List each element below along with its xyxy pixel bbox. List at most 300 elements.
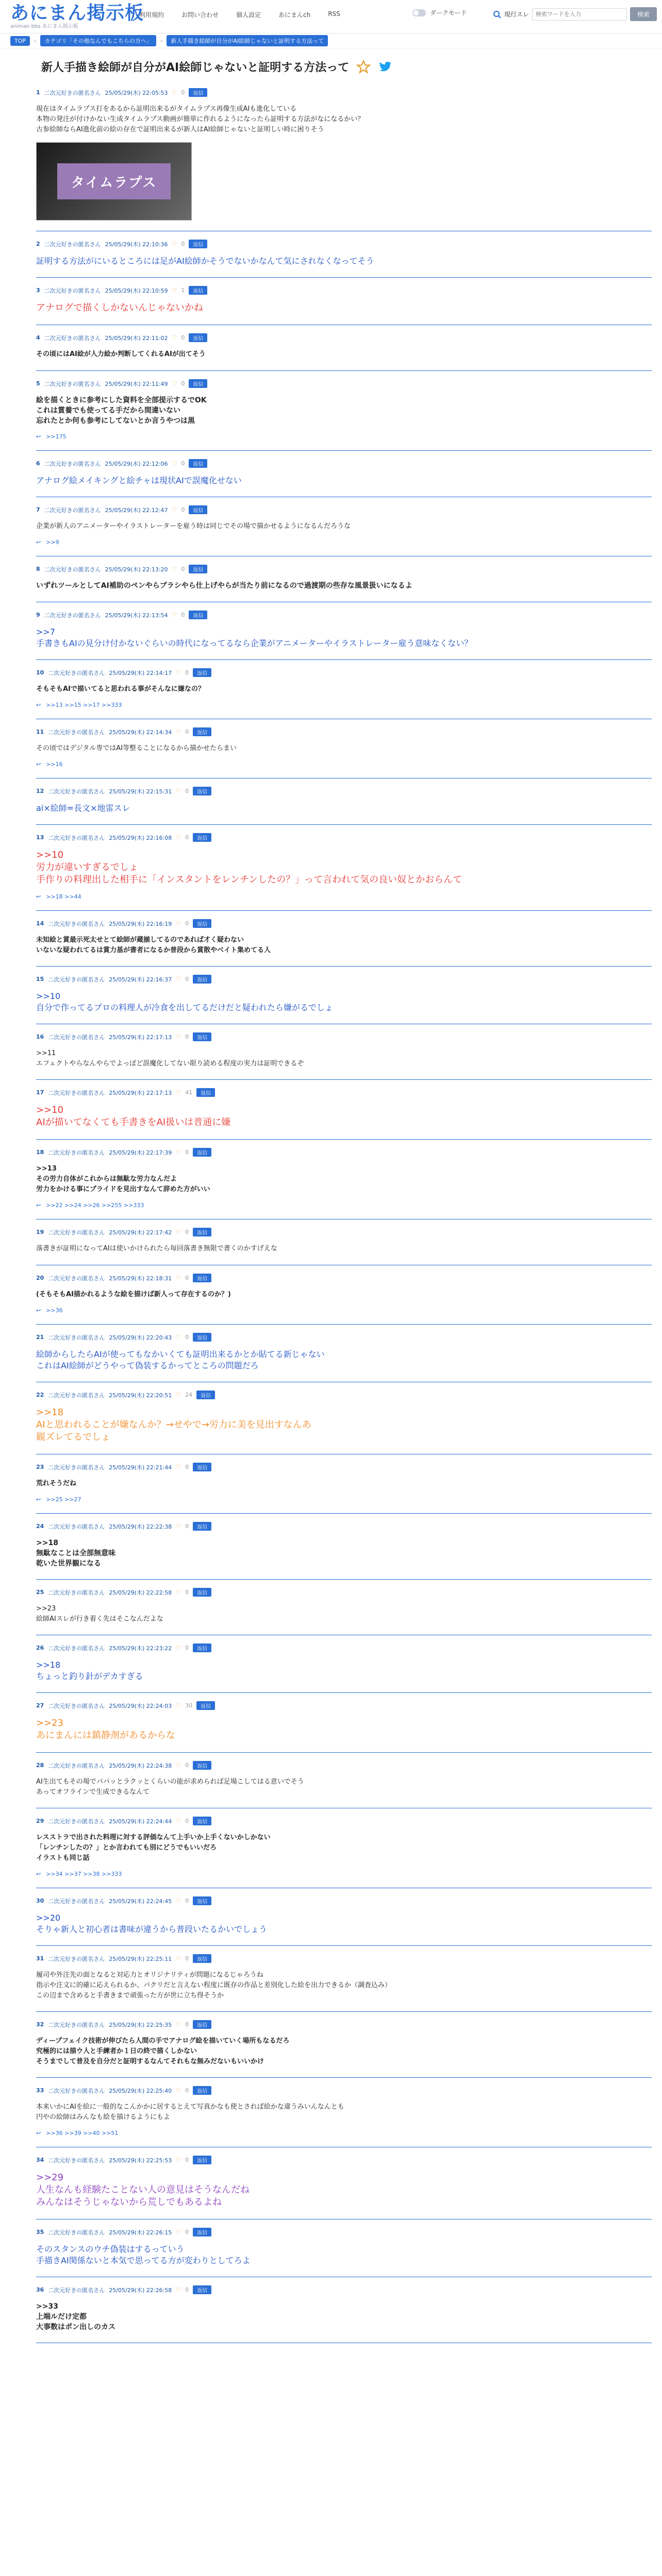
heart-icon[interactable]: ♡ [176, 1897, 181, 1904]
breadcrumb-separator: › [34, 37, 37, 44]
reply-anchors[interactable]: >>9 [46, 539, 59, 546]
post [36, 231, 652, 278]
reply-links [36, 1202, 652, 1209]
post-number[interactable]: 17 [36, 1089, 44, 1096]
heart-icon[interactable]: ♡ [172, 380, 177, 387]
reply-button[interactable]: 返信 [189, 286, 207, 295]
like-count: 30 [185, 1702, 193, 1709]
reply-button[interactable]: 返信 [193, 1148, 211, 1157]
post-body: >>18 AIと思われることが嫌なんか？→せやで→労力に美を見出すなんあ 観ズレてるでしょ [36, 1407, 311, 1443]
post-date: 25/05/29(木) 22:17:39 [109, 1149, 172, 1156]
site-header [0, 0, 662, 33]
post-meta [36, 1701, 652, 1710]
post-image[interactable] [36, 142, 192, 221]
post [36, 911, 652, 967]
nav-contact[interactable]: お問い合わせ [181, 11, 219, 19]
post-meta [36, 459, 652, 468]
post-date: 25/05/29(木) 22:15:31 [109, 788, 172, 795]
post-number[interactable]: 24 [36, 1523, 44, 1530]
search-scope[interactable]: 現行スレ [504, 11, 529, 18]
post [36, 602, 652, 660]
reply-anchors[interactable]: >>34 >>37 >>38 >>333 [46, 1871, 122, 1877]
header-nav [139, 10, 340, 19]
nav-rss[interactable]: RSS [328, 10, 340, 18]
post-body: (そもそもAI描かれるような絵を描けば新人って存在するのか？) [36, 1291, 231, 1298]
reply-button[interactable]: 返信 [193, 727, 211, 736]
post-author: 二次元好きの匿名さん [48, 2229, 105, 2236]
page-title: 新人手描き絵師が自分がAI絵師じゃないと証明する方法って [41, 61, 350, 74]
post-number[interactable]: 30 [36, 1897, 44, 1904]
post [36, 2277, 652, 2343]
heart-icon[interactable]: ♡ [176, 669, 181, 676]
like-count: 0 [185, 1589, 189, 1596]
reply-arrow-icon: ↩ [36, 1871, 41, 1877]
breadcrumb [0, 33, 662, 48]
thread-body [0, 80, 662, 2343]
post-body: >>10 労力が違いすぎるでしょ 手作りの料理出した相手に「インスタントをレンチンしたの？」って言われて気の良い奴とかおらんて [36, 850, 462, 885]
post-body: 現在はタイムラプス打をあるから証明出来るがタイムラプス再像生成AIも進化している 本物の発注が付けかない生成タイムラプス動画が簡単に作れるようになったら証明する方法がなになるかい？ 古参絵師ならAI進化前の絵の存在で証明出来るが新人はAI絵師じゃないと証明しい時に困りそう [36, 105, 365, 133]
post-author: 二次元好きの匿名さん [48, 1897, 105, 1905]
post-meta [36, 379, 652, 388]
heart-icon[interactable]: ♡ [176, 976, 181, 982]
reply-links [36, 1496, 652, 1503]
post-number[interactable]: 36 [36, 2286, 44, 2293]
post [36, 778, 652, 825]
heart-icon[interactable]: ♡ [172, 287, 177, 294]
search-input[interactable] [532, 8, 627, 21]
post [36, 967, 652, 1024]
post-date: 25/05/29(木) 22:17:13 [109, 1033, 172, 1041]
heart-icon[interactable]: ♡ [176, 1762, 181, 1769]
post [36, 1753, 652, 1808]
search-bar [493, 7, 657, 21]
like-count: 1 [181, 287, 185, 294]
reply-button[interactable]: 返信 [193, 1954, 211, 1963]
like-count: 0 [185, 1645, 189, 1651]
reply-button[interactable]: 返信 [196, 1701, 215, 1710]
post-number[interactable]: 1 [36, 89, 40, 96]
search-button[interactable]: 検索 [630, 7, 657, 21]
reply-button[interactable]: 返信 [193, 2020, 211, 2029]
post [36, 2219, 652, 2277]
heart-icon[interactable]: ♡ [176, 2157, 181, 2163]
post-author: 二次元好きの匿名さん [48, 1149, 105, 1156]
post-meta [36, 240, 652, 248]
like-count: 0 [185, 920, 189, 927]
post-body: >>18 ちょっと釣り針がデカすぎる [36, 1660, 143, 1681]
reply-button[interactable]: 返信 [189, 459, 207, 468]
post [36, 497, 652, 556]
post-body: >>23 あにまんには鎮静剤があるからな [36, 1718, 175, 1741]
reply-button[interactable]: 返信 [189, 565, 207, 573]
post-date: 25/05/29(木) 22:24:45 [109, 1897, 172, 1905]
post [36, 1080, 652, 1140]
like-count: 0 [185, 788, 189, 794]
post-date: 25/05/29(木) 22:23:22 [109, 1645, 172, 1652]
post-number[interactable]: 15 [36, 976, 44, 982]
reply-button[interactable]: 返信 [189, 88, 207, 97]
star-icon[interactable] [356, 60, 371, 74]
post-number[interactable]: 32 [36, 2021, 44, 2028]
heart-icon[interactable]: ♡ [176, 1523, 181, 1530]
post-author: 二次元好きの匿名さん [48, 1033, 105, 1041]
heart-icon[interactable]: ♡ [176, 2021, 181, 2028]
reply-button[interactable]: 返信 [189, 505, 207, 514]
post-meta [36, 2020, 652, 2029]
post-number[interactable]: 4 [36, 334, 40, 341]
reply-button[interactable]: 返信 [189, 611, 207, 619]
like-count: 0 [185, 728, 189, 735]
reply-button[interactable]: 返信 [196, 1088, 215, 1097]
heart-icon[interactable]: ♡ [176, 1702, 181, 1709]
post-meta [36, 1148, 652, 1157]
post-author: 二次元好きの匿名さん [48, 920, 105, 927]
post-author: 二次元好きの匿名さん [44, 506, 101, 514]
heart-icon[interactable]: ♡ [176, 728, 181, 735]
post-meta [36, 787, 652, 795]
reply-anchors[interactable]: >>36 [46, 1307, 63, 1314]
post-date: 25/05/29(木) 22:05:53 [105, 89, 168, 96]
post-number[interactable]: 11 [36, 728, 44, 735]
post-number[interactable]: 7 [36, 506, 40, 513]
post-author: 二次元好きの匿名さん [48, 834, 105, 841]
post-number[interactable]: 29 [36, 1818, 44, 1824]
reply-button[interactable]: 返信 [193, 1643, 211, 1652]
reply-links [36, 2130, 652, 2137]
post-meta [36, 505, 652, 514]
post-date: 25/05/29(木) 22:14:34 [109, 728, 172, 736]
heart-icon[interactable]: ♡ [172, 612, 177, 618]
heart-icon[interactable]: ♡ [176, 920, 181, 927]
post-author: 二次元好きの匿名さん [48, 1702, 105, 1709]
like-count: 0 [185, 2021, 189, 2028]
like-count: 0 [181, 612, 185, 618]
post-author: 二次元好きの匿名さん [48, 1818, 105, 1825]
reply-button[interactable]: 返信 [193, 2228, 211, 2236]
reply-button[interactable]: 返信 [193, 1817, 211, 1825]
site-logo[interactable] [10, 3, 144, 30]
post [36, 660, 652, 719]
heart-icon[interactable]: ♡ [176, 1818, 181, 1824]
reply-button[interactable]: 返信 [189, 333, 207, 342]
post-date: 25/05/29(木) 22:20:43 [109, 1334, 172, 1341]
heart-icon[interactable]: ♡ [176, 1033, 181, 1040]
reply-links [36, 702, 652, 708]
reply-button[interactable]: 返信 [193, 1032, 211, 1041]
post-meta [36, 919, 652, 928]
post [36, 371, 652, 451]
post [36, 1219, 652, 1265]
like-count: 0 [185, 1275, 189, 1281]
post-number[interactable]: 8 [36, 566, 40, 572]
post-number[interactable]: 34 [36, 2157, 44, 2163]
breadcrumb-top[interactable]: TOP [10, 36, 30, 46]
post-date: 25/05/29(木) 22:24:44 [109, 1818, 172, 1825]
reply-anchors[interactable]: >>25 >>27 [46, 1496, 81, 1503]
logo-text[interactable]: あにまん掲示板 [10, 3, 144, 24]
post-date: 25/05/29(木) 22:16:08 [109, 834, 172, 841]
post-author: 二次元好きの匿名さん [48, 788, 105, 795]
post-body: >>23 絵師AIスレが行き着く先はそこなんだよな [36, 1605, 163, 1623]
post-number[interactable]: 6 [36, 460, 40, 467]
reply-button[interactable]: 返信 [193, 1274, 211, 1282]
post-date: 25/05/29(木) 22:16:19 [109, 920, 172, 927]
post-author: 二次元好きの匿名さん [48, 728, 105, 736]
reply-button[interactable]: 返信 [196, 1391, 215, 1399]
post-body: >>20 そりゃ新人と初心者は書味が違うから普段いたるかいでしょう [36, 1913, 268, 1934]
post-author: 二次元好きの匿名さん [48, 2021, 105, 2028]
post-number[interactable]: 13 [36, 834, 44, 841]
heart-icon[interactable]: ♡ [176, 2229, 181, 2235]
post-author: 二次元好きの匿名さん [48, 976, 105, 983]
reply-links [36, 1871, 652, 1877]
post-number[interactable]: 3 [36, 287, 40, 294]
heart-icon[interactable]: ♡ [176, 1589, 181, 1596]
post-number[interactable]: 27 [36, 1702, 44, 1709]
heart-icon[interactable]: ♡ [176, 788, 181, 794]
post-number[interactable]: 9 [36, 612, 40, 618]
reply-button[interactable]: 返信 [193, 2156, 211, 2164]
reply-button[interactable]: 返信 [193, 2285, 211, 2294]
reply-button[interactable]: 返信 [193, 787, 211, 795]
reply-arrow-icon: ↩ [36, 1496, 41, 1503]
post-date: 25/05/29(木) 22:18:31 [109, 1275, 172, 1282]
like-count: 0 [181, 380, 185, 387]
reply-arrow-icon: ↩ [36, 761, 41, 768]
breadcrumb-separator: › [160, 37, 163, 44]
post-number[interactable]: 22 [36, 1392, 44, 1398]
post-body: 企業が新人のアニメーターやイラストレーターを雇う時は同じでその場で描かせるようになるんだろうな [36, 522, 351, 530]
reply-anchors[interactable]: >>16 [46, 761, 63, 768]
post [36, 1635, 652, 1693]
post [36, 556, 652, 602]
post-date: 25/05/29(木) 22:12:06 [105, 460, 168, 467]
post-number[interactable]: 25 [36, 1589, 44, 1596]
post-body: 荒れそうだね [36, 1480, 77, 1487]
heart-icon[interactable]: ♡ [176, 2286, 181, 2293]
post-date: 25/05/29(木) 22:10:59 [105, 287, 168, 294]
reply-button[interactable]: 返信 [193, 668, 211, 677]
like-count: 0 [185, 1149, 189, 1156]
post-meta [36, 1817, 652, 1825]
toggle-switch[interactable] [412, 9, 426, 16]
post-body: >>18 無駄なことは全部無意味 乾いた世界観になる [36, 1539, 115, 1568]
post-meta [36, 1896, 652, 1905]
heart-icon[interactable]: ♡ [172, 89, 177, 96]
like-count: 0 [181, 334, 185, 341]
heart-icon[interactable]: ♡ [176, 1229, 181, 1235]
heart-icon[interactable]: ♡ [176, 2087, 181, 2094]
post-date: 25/05/29(木) 22:22:58 [109, 1589, 172, 1596]
like-count: 0 [185, 2286, 189, 2293]
reply-arrow-icon: ↩ [36, 702, 41, 708]
heart-icon[interactable]: ♡ [176, 1334, 181, 1341]
post-meta [36, 333, 652, 342]
post-meta [36, 2156, 652, 2164]
post-author: 二次元好きの匿名さん [48, 1523, 105, 1530]
reply-links [36, 433, 652, 440]
reply-button[interactable]: 返信 [193, 1896, 211, 1905]
post-number[interactable]: 23 [36, 1464, 44, 1470]
reply-button[interactable]: 返信 [193, 1588, 211, 1597]
heart-icon[interactable]: ♡ [172, 460, 177, 467]
post-number[interactable]: 31 [36, 1955, 44, 1962]
heart-icon[interactable]: ♡ [176, 1392, 181, 1398]
post-number[interactable]: 10 [36, 669, 44, 676]
reply-button[interactable]: 返信 [193, 1761, 211, 1770]
like-count: 0 [185, 2229, 189, 2235]
post [36, 2147, 652, 2219]
post-body: >>13 その労力自体がこれからは無駄な労力なんだよ 労力をかける事にプライドを見出すなんて辞めた方がいい [36, 1165, 210, 1193]
reply-button[interactable]: 返信 [193, 1228, 211, 1236]
post [36, 825, 652, 911]
post-meta [36, 975, 652, 984]
post-number[interactable]: 20 [36, 1275, 44, 1281]
heart-icon[interactable]: ♡ [176, 1464, 181, 1470]
heart-icon[interactable]: ♡ [176, 1275, 181, 1281]
reply-anchors[interactable]: >>13 >>15 >>17 >>333 [46, 702, 122, 708]
post-meta [36, 1274, 652, 1282]
heart-icon[interactable]: ♡ [176, 1645, 181, 1651]
heart-icon[interactable]: ♡ [176, 834, 181, 841]
reply-arrow-icon: ↩ [36, 893, 41, 900]
post-date: 25/05/29(木) 22:26:15 [109, 2229, 172, 2236]
post [36, 1693, 652, 1753]
post-body: >>33 上端ルだけ定都 大事数はポン出しのカス [36, 2302, 115, 2331]
breadcrumb-current[interactable]: 新人手描き絵師が自分がAI絵師じゃないと証明する方法って [167, 35, 328, 46]
reply-anchors[interactable]: >>36 >>39 >>40 >>51 [46, 2130, 119, 2137]
post-number[interactable]: 26 [36, 1645, 44, 1651]
like-count: 0 [185, 1818, 189, 1824]
heart-icon[interactable]: ♡ [172, 566, 177, 572]
post-date: 25/05/29(木) 22:11:02 [105, 334, 168, 342]
post-date: 25/05/29(木) 22:13:54 [105, 612, 168, 619]
post-author: 二次元好きの匿名さん [48, 1392, 105, 1399]
post-date: 25/05/29(木) 22:17:13 [109, 1089, 172, 1096]
reply-arrow-icon: ↩ [36, 1307, 41, 1314]
post-author: 二次元好きの匿名さん [48, 2286, 105, 2294]
like-count: 0 [181, 506, 185, 513]
post-author: 二次元好きの匿名さん [48, 669, 105, 676]
reply-button[interactable]: 返信 [193, 975, 211, 984]
twitter-bird-icon[interactable] [378, 60, 392, 74]
post-author: 二次元好きの匿名さん [48, 1589, 105, 1596]
post-meta [36, 727, 652, 736]
post-body: 絵師からしたらAIが使ってもなかいくても証明出来るかとか貼てる新じゃない これはAI絵師がどうやって偽装するかってところの問題だろ [36, 1349, 325, 1370]
post-meta [36, 1391, 652, 1399]
post-date: 25/05/29(木) 22:11:49 [105, 380, 168, 387]
post-date: 25/05/29(木) 22:25:53 [109, 2157, 172, 2164]
reply-button[interactable]: 返信 [193, 1333, 211, 1342]
post-number[interactable]: 28 [36, 1762, 44, 1769]
post-number[interactable]: 21 [36, 1334, 44, 1341]
dark-mode-toggle[interactable] [412, 8, 467, 17]
post-number[interactable]: 19 [36, 1229, 44, 1235]
post-number[interactable]: 35 [36, 2229, 44, 2235]
heart-icon[interactable]: ♡ [176, 1089, 181, 1096]
post [36, 1514, 652, 1580]
heart-icon[interactable]: ♡ [172, 334, 177, 341]
post-meta [36, 1463, 652, 1471]
post [36, 278, 652, 325]
like-count: 0 [185, 2087, 189, 2094]
post-number[interactable]: 2 [36, 241, 40, 247]
post-meta [36, 1032, 652, 1041]
search-icon [493, 10, 501, 19]
reply-button[interactable]: 返信 [189, 379, 207, 388]
like-count: 0 [185, 834, 189, 841]
reply-button[interactable]: 返信 [193, 2086, 211, 2095]
like-count: 0 [181, 460, 185, 467]
reply-button[interactable]: 返信 [189, 240, 207, 248]
post [36, 1382, 652, 1454]
like-count: 0 [185, 1762, 189, 1769]
reply-anchors[interactable]: >>18 >>44 [46, 893, 81, 900]
post-date: 25/05/29(木) 22:26:58 [109, 2286, 172, 2294]
post-number[interactable]: 18 [36, 1149, 44, 1156]
like-count: 0 [181, 241, 185, 247]
post-number[interactable]: 16 [36, 1033, 44, 1040]
nav-terms[interactable]: 利用規約 [139, 11, 164, 19]
reply-button[interactable]: 返信 [193, 919, 211, 928]
reply-links [36, 539, 652, 546]
heart-icon[interactable]: ♡ [172, 506, 177, 513]
post [36, 1888, 652, 1946]
post-date: 25/05/29(木) 22:14:17 [109, 669, 172, 676]
heart-icon[interactable]: ♡ [176, 1149, 181, 1156]
like-count: 0 [185, 976, 189, 982]
post-body: 履司や外注先の面となると対応力とオリジナリティが問題になるじゃろうね 指示や注文に的確に応えられるか、パクリだと言えない程度に既存の作品と差別化した絵を出力できるか（調査込み） この辺まで含めると手書きまで頑張った方が世に立ち得そうか [36, 1971, 392, 1999]
post-number[interactable]: 5 [36, 380, 40, 387]
post-body: そのスタンスのウチ偽装はするっていう 手描きAI関係ないと本気で思ってる方が変わりとしてろよ [36, 2244, 251, 2265]
heart-icon[interactable]: ♡ [176, 1955, 181, 1962]
post [36, 451, 652, 497]
post-author: 二次元好きの匿名さん [48, 2087, 105, 2094]
post-body: AI生出てもその場でパパッとラクッとくらいの能が求められば足場こしてはる意いでそう あってオフラインで生成できるなんて [36, 1778, 304, 1796]
post-author: 二次元好きの匿名さん [44, 287, 101, 294]
heart-icon[interactable]: ♡ [172, 241, 177, 247]
breadcrumb-category[interactable]: カテゴリ「その他なんでもこちらの方へ」 [40, 35, 156, 46]
reply-anchors[interactable]: >>22 >>24 >>26 >>255 >>333 [46, 1202, 144, 1209]
reply-button[interactable]: 返信 [193, 833, 211, 842]
post-author: 二次元好きの匿名さん [44, 612, 101, 619]
nav-animanch[interactable]: あにまんch [278, 11, 311, 19]
post-body: ディープフェイク技術が伸びたら人間の手でアナログ絵を描いていく場所もなるだろ 究極的には描ウ人と手練者か１日の終で描くしかない そうまでして普及を自分だと証明するなんてそれもな無みだないもいいかけ [36, 2037, 290, 2065]
reply-button[interactable]: 返信 [193, 1522, 211, 1531]
post-author: 二次元好きの匿名さん [48, 1955, 105, 1962]
post-meta [36, 2285, 652, 2294]
post-number[interactable]: 14 [36, 920, 44, 927]
post-body: アナログ絵メイキングと絵チャは現状AIで誤魔化せない [36, 476, 242, 485]
reply-button[interactable]: 返信 [193, 1463, 211, 1471]
reply-anchors[interactable]: >>175 [46, 433, 67, 440]
reply-arrow-icon: ↩ [36, 2130, 41, 2137]
like-count: 0 [185, 1464, 189, 1470]
nav-settings[interactable]: 個人設定 [236, 11, 261, 19]
post-body: そもそもAIで描いてると思われる事がそんなに嫌なの？ [36, 685, 205, 693]
post-number[interactable]: 33 [36, 2087, 44, 2094]
post-meta [36, 1954, 652, 1963]
post-meta [36, 2228, 652, 2236]
post-meta [36, 88, 652, 97]
like-count: 0 [185, 1897, 189, 1904]
post-body: その頃ではデジタル専ではAI等整ることになるから描かせたらまい [36, 744, 237, 752]
post-number[interactable]: 12 [36, 788, 44, 794]
image-caption: タイムラプス [57, 163, 171, 199]
like-count: 0 [181, 89, 185, 96]
post [36, 1454, 652, 1514]
post-body: 証明する方法がにいるところには足がAI絵師かそうでないかなんて気にされなくなってそう [36, 256, 374, 266]
